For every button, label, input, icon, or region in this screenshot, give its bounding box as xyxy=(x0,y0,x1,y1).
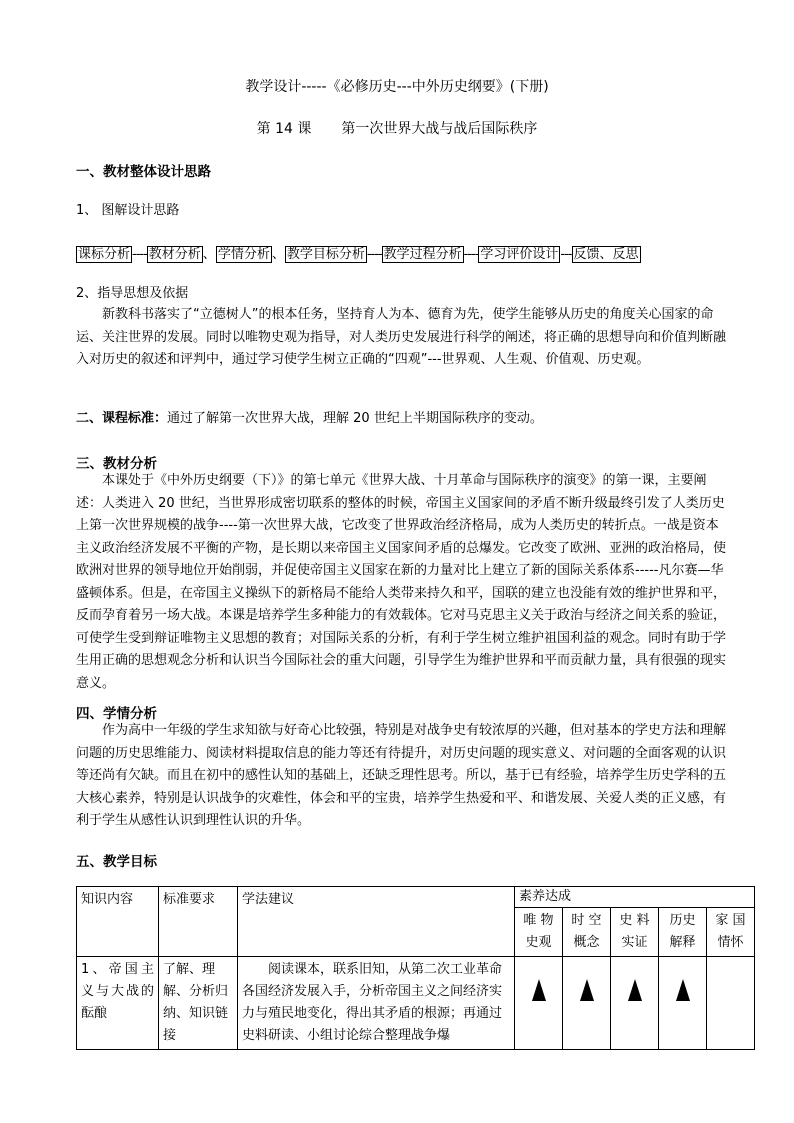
flow-step-1: 课标分析 xyxy=(78,247,131,262)
row-method: 阅读课本，联系旧知，从第二次工业革命各国经济发展入手，分析帝国主义之间经济实力与殖民地变化，得出其矛盾的根源；再通过史料研读、小组讨论综合整理战争爆 xyxy=(238,957,515,1050)
mark-cell-5 xyxy=(707,957,755,1050)
row-content: 1、帝国主义与大战的酝酿 xyxy=(77,957,159,1050)
literacy-col-1: 唯 物 史观 xyxy=(515,908,563,957)
flow-step-5: 教学过程分析 xyxy=(383,247,462,262)
flow-sep: 、 xyxy=(202,247,216,262)
lesson-title: 第一次世界大战与战后国际秩序 xyxy=(341,121,538,137)
black-triangle-icon xyxy=(580,979,594,1001)
guide-paragraph: 新教科书落实了“立德树人”的根本任务，坚持育人为本、德育为先，使学生能够从历史的角度关心国家的命运、关注世界的发展。同时以唯物史观为指导，对人类历史发展进行科学的阐述，将正确的思想导向和价值判断融入对历史的叙述和评判中，通过学习使学生树立正确的“四观”---世界观、人生观、价值观、历史观。 xyxy=(76,307,727,367)
section-2-text: 通过了解第一次世界大战，理解 20 世纪上半期国际秩序的变动。 xyxy=(167,411,543,426)
black-triangle-icon xyxy=(628,979,642,1001)
textbook-analysis-paragraph: 本课处于《中外历史纲要（下）》的第七单元《世界大战、十月革命与国际秩序的演变》的第一课，主要阐述：人类进入 20 世纪，当世界形成密切联系的整体的时候，帝国主义国家间的矛盾不断升级最终引发了人类历史上第一次世界规模的战争----第一次世界大战，它改变了世界政治经济格局，成为人类历史的转折点。一战是资本主义政治经济发展不平衡的产物，是长期以来帝国主义国家间矛盾的总爆发。它改变了欧洲、亚洲的政治格局，使欧洲对世界的领导地位开始削弱，并促使帝国主义国家在新的力量对比上建立了新的国际关系体系-----凡尔赛—华盛顿体系。但是，在帝国主义操纵下的新格局不能给人类带来持久和平，国联的建立也没能有效的维护世界和平，反而孕育着另一场大战。本课是培养学生多种能力的有效载体。它对马克思主义关于政治与经济之间关系的验证，可使学生受到辩证唯物主义思想的教育；对国际关系的分析，有利于学生树立维护祖国利益的观念。同时有助于学生用正确的思想观念分析和认识当今国际社会的重大问题，引导学生为维护世界和平而贡献力量，具有很强的现实意义。 xyxy=(76,473,727,691)
black-triangle-icon xyxy=(676,979,690,1001)
lesson-number: 第 14 课 xyxy=(256,121,312,137)
header-method: 学法建议 xyxy=(238,887,515,957)
mark-cell-1 xyxy=(515,957,563,1050)
table-header-row xyxy=(77,887,755,908)
section-4-heading: 四、学情分析 xyxy=(76,706,157,722)
lesson-heading xyxy=(0,118,794,138)
mark-cell-2 xyxy=(563,957,611,1050)
flow-step-7: 反馈、反思 xyxy=(573,247,639,262)
section-1-sub2: 2、指导思想及依据 xyxy=(76,286,189,301)
mark-cell-4 xyxy=(659,957,707,1050)
section-3-heading: 三、教材分析 xyxy=(76,456,157,472)
flow-step-2: 教材分析 xyxy=(148,247,201,262)
header-content: 知识内容 xyxy=(77,887,159,957)
flow-sep: ---- xyxy=(463,247,479,262)
flow-step-3: 学情分析 xyxy=(217,247,270,262)
section-2-heading: 二、课程标准： xyxy=(76,411,168,426)
flow-sep: ---- xyxy=(132,247,147,262)
flow-sep: 、 xyxy=(271,247,285,262)
objectives-table xyxy=(76,886,755,1050)
section-5-heading: 五、教学目标 xyxy=(76,854,157,870)
flow-sep: --- xyxy=(560,247,572,262)
mark-cell-3 xyxy=(611,957,659,1050)
header-literacy: 素养达成 xyxy=(515,887,755,908)
design-flowchart xyxy=(76,243,641,262)
section-2 xyxy=(76,408,726,431)
flow-sep: ---- xyxy=(366,247,382,262)
literacy-col-3: 史 料 实证 xyxy=(611,908,659,957)
section-1-heading: 一、教材整体设计思路 xyxy=(76,164,211,180)
document-title: 教学设计-----《必修历史---中外历史纲要》(下册) xyxy=(245,79,549,95)
literacy-col-5: 家 国 情怀 xyxy=(707,908,755,957)
learner-analysis-paragraph: 作为高中一年级的学生求知欲与好奇心比较强，特别是对战争史有较浓厚的兴趣，但对基本的学史方法和理解问题的历史思维能力、阅读材料提取信息的能力等还有待提升，对历史问题的现实意义、对问题的全面客观的认识等还尚有欠缺。而且在初中的感性认知的基础上，还缺乏理性思考。所以，基于已有经验，培养学生历史学科的五大核心素养，特别是认识战争的灾难性，体会和平的宝贵，培养学生热爱和平、和谐发展、关爱人类的正义感，有利于学生从感性认识到理性认识的升华。 xyxy=(76,723,727,828)
header-standard: 标准要求 xyxy=(159,887,238,957)
black-triangle-icon xyxy=(532,979,546,1001)
section-1-sub1: 1、 图解设计思路 xyxy=(76,203,180,218)
row-standard: 了解、理解、分析归纳、知识链接 xyxy=(159,957,238,1050)
literacy-col-4: 历史 解释 xyxy=(659,908,707,957)
flow-step-6: 学习评价设计 xyxy=(480,247,559,262)
table-row xyxy=(77,957,755,1050)
literacy-col-2: 时 空 概念 xyxy=(563,908,611,957)
flow-step-4: 教学目标分析 xyxy=(286,247,365,262)
